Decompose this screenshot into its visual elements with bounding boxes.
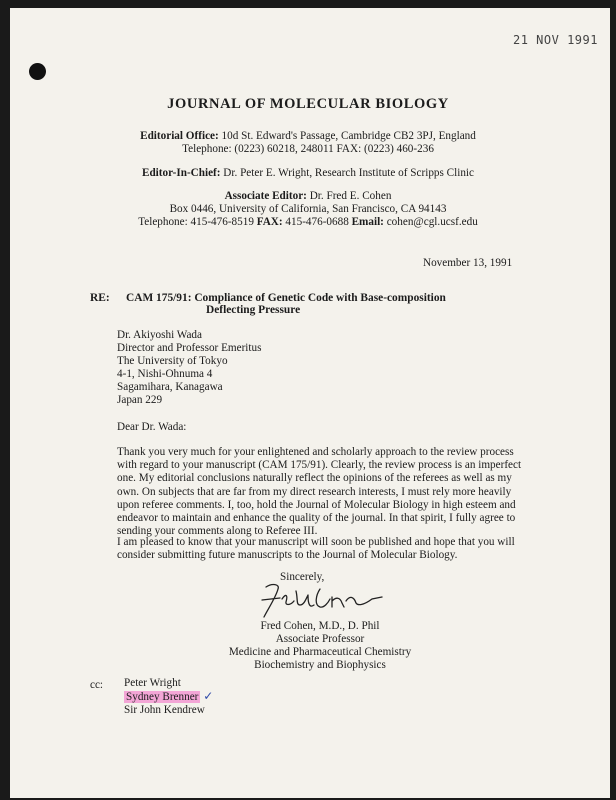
associate-editor-label: Associate Editor: — [224, 190, 307, 202]
paragraph-line: I am pleased to know that your manuscript will soon be published and hope that you will — [117, 536, 515, 548]
recipient-address — [117, 329, 261, 407]
closing: Sincerely, — [280, 571, 325, 583]
signer-department-2: Biochemistry and Biophysics — [254, 659, 386, 671]
editorial-office-line — [0, 130, 616, 143]
recipient-line: Dr. Akiyoshi Wada — [117, 329, 202, 341]
editor-in-chief-name: Dr. Peter E. Wright, Research Institute of Scripps Clinic — [223, 167, 474, 179]
paragraph-line: upon referee comments. I, too, hold the Journal of Molecular Biology in high esteem and — [117, 498, 516, 511]
letter-date: November 13, 1991 — [423, 257, 513, 269]
signer-name: Fred Cohen, M.D., D. Phil — [260, 620, 380, 632]
body-paragraph-2 — [117, 536, 517, 562]
recipient-line: Director and Professor Emeritus — [117, 342, 262, 354]
fax-label: FAX: — [256, 216, 283, 228]
associate-editor-contact — [0, 216, 616, 229]
editorial-office-telephone: Telephone: (0223) 60218, 248011 FAX: (0223) 460-236 — [182, 143, 434, 155]
paragraph-line: sending your comments along to Referee III. — [117, 525, 318, 538]
fax-number: 415-476-0688 — [285, 216, 349, 228]
cc-name-highlighted — [124, 690, 213, 704]
recipient-line: Sagamihara, Kanagawa — [117, 381, 223, 393]
paragraph-line: with regard to your manuscript (CAM 175/91). Clearly, the review process is an imperfect — [117, 459, 522, 472]
journal-title: JOURNAL OF MOLECULAR BIOLOGY — [167, 96, 449, 112]
editor-in-chief-line — [0, 167, 616, 180]
highlighted-name: Sydney Brenner — [126, 691, 199, 703]
cc-name: Peter Wright — [124, 677, 181, 689]
editorial-office-address: 10d St. Edward's Passage, Cambridge CB2 3PJ, England — [221, 130, 476, 142]
received-date-stamp: 21 NOV 1991 — [513, 33, 598, 47]
punch-hole — [29, 63, 46, 80]
body-paragraph-1 — [117, 446, 522, 538]
editorial-office-label: Editorial Office: — [140, 130, 219, 142]
signer-department-1: Medicine and Pharmaceutical Chemistry — [228, 646, 412, 658]
editor-in-chief-label: Editor-In-Chief: — [141, 167, 221, 179]
subject-line-2: Deflecting Pressure — [206, 304, 301, 316]
associate-editor-line — [0, 190, 616, 203]
paragraph-line: own. On subjects that are far from my direct research interests, I must rely more heavily — [117, 485, 512, 498]
subject-line-1: CAM 175/91: Compliance of Genetic Code with Base-composition — [126, 292, 446, 304]
paragraph-line: Thank you very much for your enlightened and scholarly approach to the review process — [117, 446, 514, 458]
handwritten-signature — [258, 575, 388, 620]
associate-editor-address: Box 0446, University of California, San Francisco, CA 94143 — [169, 203, 447, 215]
recipient-line: The University of Tokyo — [117, 355, 228, 367]
signer-title: Associate Professor — [275, 633, 365, 645]
telephone-label: Telephone: — [138, 216, 188, 228]
email-label: Email: — [351, 216, 384, 228]
cc-name: Sir John Kendrew — [124, 704, 205, 716]
paragraph-line: consider submitting future manuscripts to the Journal of Molecular Biology. — [117, 549, 458, 562]
re-label: RE: — [90, 292, 110, 304]
telephone-number: 415-476-8519 — [190, 216, 254, 228]
associate-editor-name: Dr. Fred E. Cohen — [309, 190, 392, 202]
recipient-line: Japan 229 — [117, 394, 163, 406]
signer-block — [200, 620, 440, 672]
check-mark-icon: ✓ — [203, 689, 214, 703]
salutation: Dear Dr. Wada: — [117, 421, 187, 433]
cc-list — [124, 677, 213, 717]
email-address: cohen@cgl.ucsf.edu — [386, 216, 478, 228]
paragraph-line: one. My editorial conclusions naturally reflect the opinions of the referees as well as my — [117, 472, 512, 485]
paragraph-line: endeavor to maintain and enhance the quality of the journal. In that spirit, I fully agree to — [117, 512, 516, 525]
cc-label: cc: — [90, 679, 104, 691]
recipient-line: 4-1, Nishi-Ohnuma 4 — [117, 368, 213, 380]
